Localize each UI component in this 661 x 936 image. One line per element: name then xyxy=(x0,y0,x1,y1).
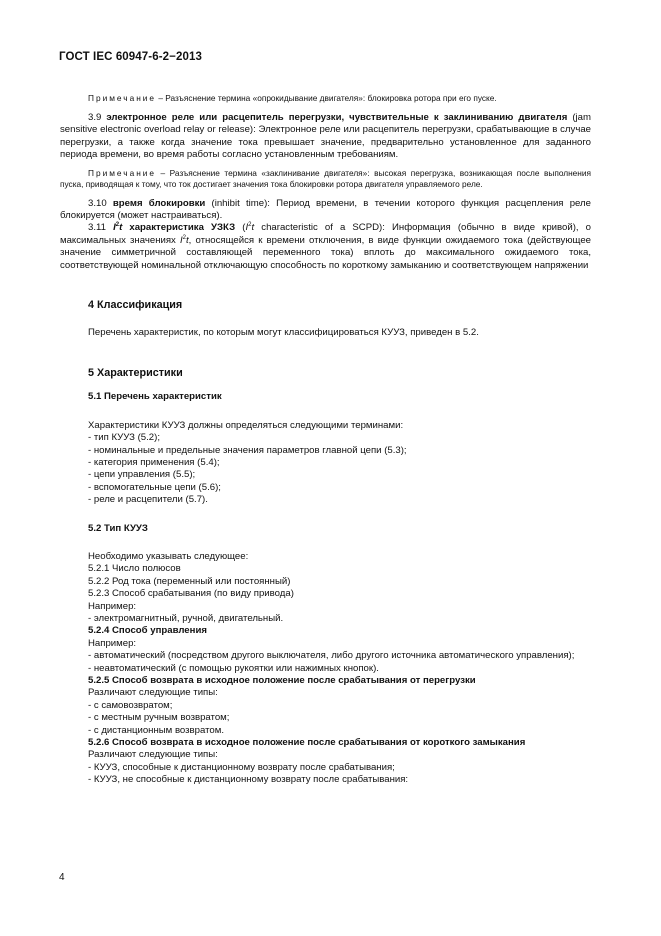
list-item: - КУУЗ, не способные к дистанционному возврату после срабатывания: xyxy=(88,774,409,786)
section-4-text: Перечень характеристик, по которым могут классифицироваться КУУЗ, приведен в 5.2. xyxy=(88,327,479,339)
section-5-title: 5 Характеристики xyxy=(88,366,183,379)
i2t-t: t xyxy=(251,222,255,234)
list-item-wrap: - автоматический (посредством другого выключателя, либо другого источника автоматического управления); xyxy=(88,650,575,662)
note-2 xyxy=(60,168,591,190)
list-item: - электромагнитный, ручной, двигательный. xyxy=(88,612,284,624)
subsection-5-2-6: 5.2.6 Способ возврата в исходное положение после срабатывания от короткого замыкания xyxy=(88,737,526,749)
subsection-5-2-1: 5.2.1 Число полюсов xyxy=(88,563,181,575)
section-5-2-body-cont xyxy=(88,663,591,787)
i2t-sup: 2 xyxy=(115,222,120,229)
list-item: - реле и расцепители (5.7). xyxy=(88,494,208,506)
list-item: - КУУЗ, способные к дистанционному возврату после срабатывания; xyxy=(88,761,395,773)
definition-3-9 xyxy=(60,112,591,162)
list-item: - категория применения (5.4); xyxy=(88,456,220,468)
def-text-a: ( xyxy=(235,222,246,234)
def-number: 3.10 xyxy=(88,197,107,209)
section-5-1-list xyxy=(88,420,591,507)
section-4-title: 4 Классификация xyxy=(88,299,183,312)
list-item: - номинальные и предельные значения параметров главной цепи (5.3); xyxy=(88,444,407,456)
document-header: ГОСТ IEC 60947-6-2−2013 xyxy=(59,51,202,63)
def-number: 3.9 xyxy=(88,112,102,123)
section-5-1-title: 5.1 Перечень характеристик xyxy=(88,391,222,403)
definition-3-10 xyxy=(60,198,591,223)
types-label: Различают следующие типы: xyxy=(88,749,218,761)
list-item: - неавтоматический (с помощью рукоятки или нажимных кнопок). xyxy=(88,662,379,674)
i2t-sup: 2 xyxy=(182,234,186,241)
note-1-text: – Разъяснение термина «опрокидывание двигателя»: блокировка ротора при его пуске. xyxy=(158,93,497,103)
i2t-t: t xyxy=(119,222,123,234)
subsection-5-2-2: 5.2.2 Род тока (переменный или постоянный) xyxy=(88,575,291,587)
definition-3-11 xyxy=(60,222,591,272)
subsection-5-2-5: 5.2.5 Способ возврата в исходное положение после срабатывания от перегрузки xyxy=(88,675,476,686)
section-5-2-body xyxy=(88,551,591,650)
i2t-i: I xyxy=(113,222,116,234)
i2t-i: I xyxy=(179,234,183,246)
example-label: Например: xyxy=(88,600,137,612)
list-item: - вспомогательные цепи (5.6); xyxy=(88,481,221,493)
subsection-5-2-4: 5.2.4 Способ управления xyxy=(88,625,207,637)
example-label: Например: xyxy=(88,637,137,649)
i2t-i: I xyxy=(245,222,249,234)
def-term: электронное реле или расцепитель перегрузки, чувствительные к заклиниванию двигателя xyxy=(106,112,568,123)
section-5-2-title: 5.2 Тип КУУЗ xyxy=(88,522,148,534)
list-item: - тип КУУЗ (5.2); xyxy=(88,432,160,444)
i2t-t: t xyxy=(185,234,189,246)
subsection-5-2-3: 5.2.3 Способ срабатывания (по виду привода) xyxy=(88,588,294,600)
list-item: - с местным ручным возвратом; xyxy=(88,712,230,724)
def-number: 3.11 xyxy=(88,222,106,234)
def-text-c: , относящейся к времени отключения, в виде функции ожидаемого тока (действующее значение симметричной составляющей переменного тока) вплоть до максимального ожидаемого тока, соответствующей номинальной отключающую способность по короткому замыканию и соответствующем напряжении xyxy=(60,234,591,271)
def-term xyxy=(113,222,235,233)
def-term: время блокировки xyxy=(112,197,206,209)
def-text-b: characteristic of a SCPD): Информация (обычно в виде кривой), о максимальных значениях xyxy=(60,222,591,246)
note-2-text: – Разъяснение термина «заклинивание двигателя»: высокая перегрузка, возникающая после выполнения пуска, приводящая к тому, что ток достигает значения тока блокировки ротора двигателя управляемого реле. xyxy=(60,167,591,189)
i2t-sup: 2 xyxy=(248,222,252,229)
def-term-text: характеристика УЗКЗ xyxy=(129,222,236,234)
list-item: - цепи управления (5.5); xyxy=(88,469,196,481)
note-1 xyxy=(60,93,591,104)
list-item: - с дистанционным возвратом. xyxy=(88,724,224,736)
list-intro: Характеристики КУУЗ должны определяться следующими терминами: xyxy=(88,419,404,431)
types-label: Различают следующие типы: xyxy=(88,687,218,699)
def-text: (jam sensitive electronic overload relay or release): Электронное реле или расцепитель перегрузки, срабатывающие в случае перегрузки, а также когда значение тока превышает значение, предварительно установленное для заданного периода времени, во время работы согласно установленным требованиям. xyxy=(60,112,591,161)
def-text: (inhibit time): Период времени, в течении которого функция расцепления реле блокируется (может настраиваться). xyxy=(60,197,591,222)
page-number: 4 xyxy=(59,872,65,883)
list-intro: Необходимо указывать следующее: xyxy=(88,550,249,562)
page-content xyxy=(60,93,591,787)
note-label: Примечание xyxy=(88,93,157,103)
note-label: Примечание xyxy=(88,167,157,178)
list-item: - с самовозвратом; xyxy=(88,699,173,711)
